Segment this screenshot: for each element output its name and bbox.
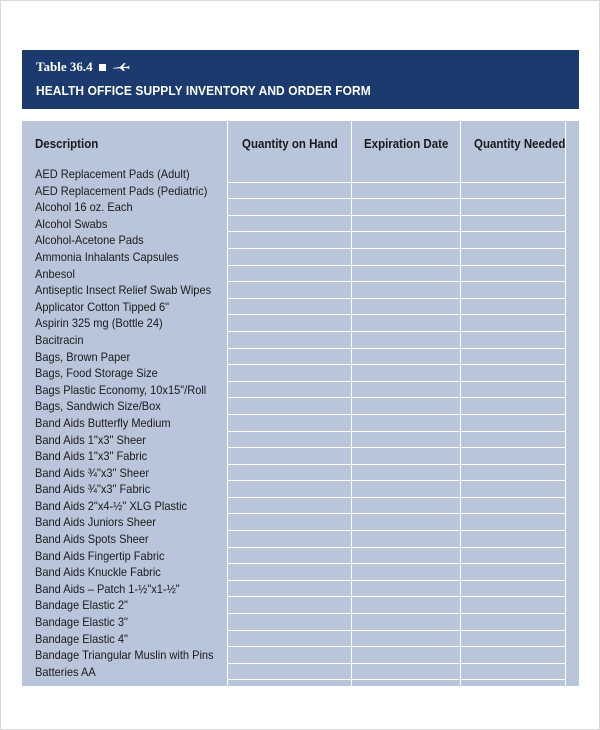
- item-description: Band Aids – Patch 1-½"x1-½": [35, 581, 180, 596]
- item-description: Anbesol: [35, 266, 75, 281]
- item-description: Bandage Elastic 2": [35, 598, 128, 613]
- table-row: [22, 465, 579, 482]
- table-row: [22, 365, 579, 382]
- item-description: AED Replacement Pads (Pediatric): [35, 183, 208, 198]
- table-row: [22, 398, 579, 415]
- table-row: [22, 183, 579, 200]
- table-row: [22, 249, 579, 266]
- item-description: Band Aids Knuckle Fabric: [35, 565, 161, 580]
- item-description: Band Aids 1"x3" Sheer: [35, 432, 146, 447]
- item-description: Ammonia Inhalants Capsules: [35, 249, 179, 264]
- table-row: [22, 232, 579, 249]
- item-description: Bacitracin: [35, 332, 84, 347]
- table-row: [22, 299, 579, 316]
- table-row: [22, 432, 579, 449]
- item-description: Band Aids Fingertip Fabric: [35, 548, 165, 563]
- item-description: Alcohol-Acetone Pads: [35, 233, 144, 248]
- column-header-expiration-date: Expiration Date: [364, 137, 449, 151]
- item-description: Bags, Brown Paper: [35, 349, 131, 364]
- table-row: [22, 332, 579, 349]
- table-row: [22, 216, 579, 233]
- table-row: [22, 631, 579, 648]
- item-description: Antiseptic Insect Relief Swab Wipes: [35, 283, 212, 298]
- table-row: [22, 382, 579, 399]
- table-row: [22, 448, 579, 465]
- form-title: HEALTH OFFICE SUPPLY INVENTORY AND ORDER FORM: [36, 83, 371, 98]
- item-description: Alcohol Swabs: [35, 216, 108, 231]
- table-row: [22, 514, 579, 531]
- item-description: Bags, Food Storage Size: [35, 366, 158, 381]
- item-description: Bandage Elastic 3": [35, 615, 128, 630]
- item-description: Bandage Triangular Muslin with Pins: [35, 648, 214, 663]
- table-row: [22, 349, 579, 366]
- column-header-quantity-on-hand: Quantity on Hand: [242, 137, 338, 151]
- item-description: Bags, Sandwich Size/Box: [35, 399, 161, 414]
- item-description: Alcohol 16 oz. Each: [35, 200, 133, 215]
- table-number-line: [36, 59, 130, 75]
- item-description: Batteries AA: [35, 664, 96, 679]
- item-description: Band Aids 1"x3" Fabric: [35, 449, 148, 464]
- table-row: [22, 614, 579, 631]
- item-description: Band Aids Butterfly Medium: [35, 415, 171, 430]
- table-row: [22, 415, 579, 432]
- table-row: [22, 481, 579, 498]
- column-header-description: Description: [35, 137, 99, 151]
- row-divider: [228, 679, 566, 680]
- table-row: [22, 597, 579, 614]
- item-description: Band Aids ¾"x3" Fabric: [35, 482, 151, 497]
- item-description: Band Aids 2"x4-½" XLG Plastic: [35, 498, 188, 513]
- table-row: [22, 282, 579, 299]
- table-banner: [22, 50, 579, 109]
- table-row: [22, 199, 579, 216]
- table-row: [22, 166, 579, 183]
- table-row: [22, 531, 579, 548]
- table-row: [22, 581, 579, 598]
- table-row: [22, 564, 579, 581]
- table-row: [22, 664, 579, 681]
- airplane-icon: [112, 62, 130, 72]
- table-body: [22, 166, 579, 680]
- item-description: Band Aids ¾"x3" Sheer: [35, 465, 150, 480]
- inventory-table: [22, 121, 579, 686]
- column-header-quantity-needed: Quantity Needed: [474, 137, 566, 151]
- item-description: Aspirin 325 mg (Bottle 24): [35, 316, 163, 331]
- item-description: Bags Plastic Economy, 10x15"/Roll: [35, 382, 207, 397]
- item-description: Applicator Cotton Tipped 6": [35, 299, 170, 314]
- square-icon: [99, 64, 106, 71]
- table-row: [22, 548, 579, 565]
- item-description: AED Replacement Pads (Adult): [35, 167, 190, 181]
- table-row: [22, 498, 579, 515]
- table-row: [22, 266, 579, 283]
- table-number: Table 36.4: [36, 59, 93, 74]
- item-description: Band Aids Juniors Sheer: [35, 515, 156, 530]
- item-description: Bandage Elastic 4": [35, 631, 128, 646]
- table-row: [22, 647, 579, 664]
- table-row: [22, 315, 579, 332]
- item-description: Band Aids Spots Sheer: [35, 532, 149, 547]
